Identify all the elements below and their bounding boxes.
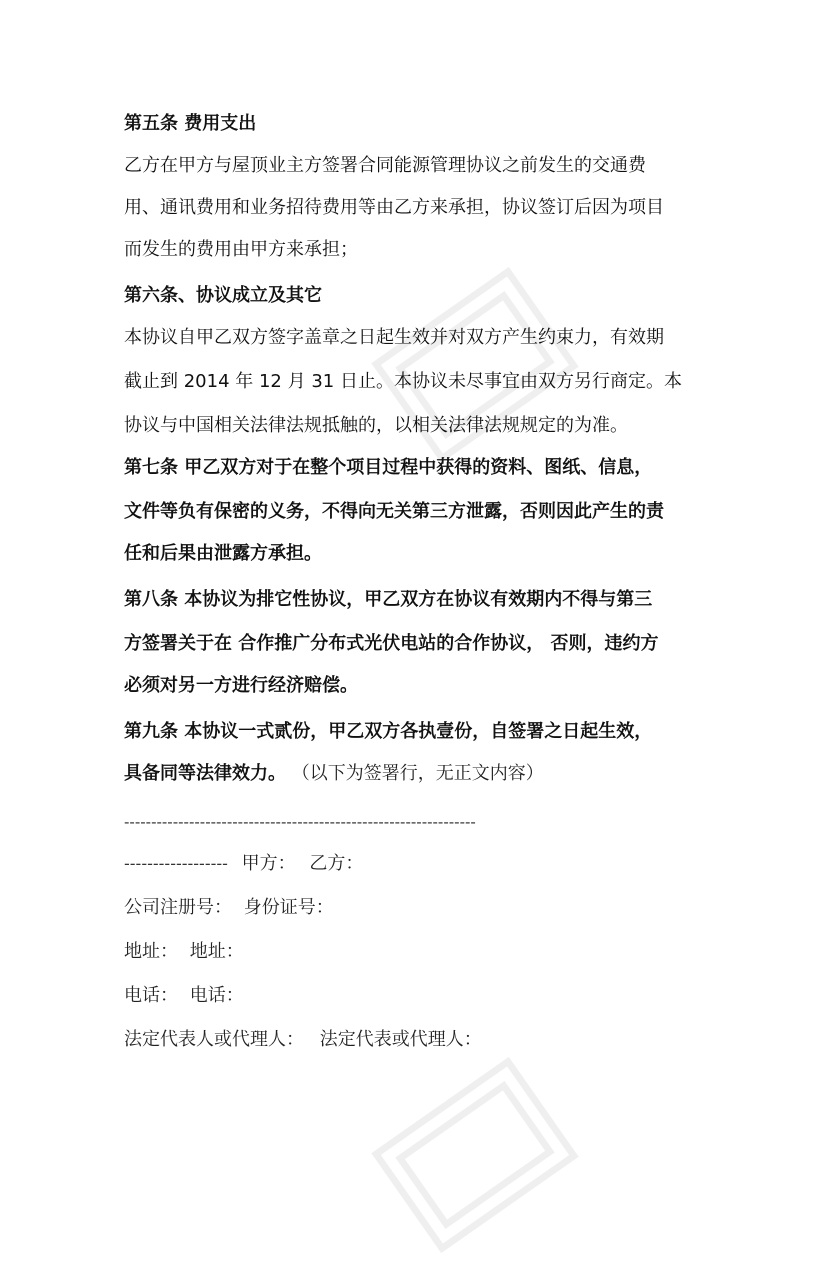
watermark-seal-icon xyxy=(360,1040,590,1270)
paragraph-line: 必须对另一方进行经济赔偿。 xyxy=(124,675,358,696)
signature-field-row xyxy=(124,940,244,964)
phone-label-b: 电话： xyxy=(189,985,244,1006)
dash-separator: ----------------------------------------------------------------- xyxy=(124,813,476,831)
id-number-label: 身份证号： xyxy=(243,897,334,918)
watermark-seal-icon xyxy=(360,250,590,480)
paragraph-line: 方签署关于在 合作推广分布式光伏电站的合作协议， 否则，违约方 xyxy=(124,633,659,654)
address-label-a: 地址： xyxy=(124,941,178,962)
legal-rep-label-a: 法定代表人或代理人： xyxy=(124,1029,304,1050)
legal-rep-label-b: 法定代表或代理人： xyxy=(319,1029,482,1050)
paragraph-line: 而发生的费用由甲方来承担； xyxy=(124,239,358,260)
paragraph-line: 第九条 本协议一式贰份，甲乙双方各执壹份，自签署之日起生效， xyxy=(124,721,653,742)
paragraph-line: 任和后果由泄露方承担。 xyxy=(124,543,322,564)
signature-field-row xyxy=(124,896,334,920)
party-b-label: 乙方： xyxy=(309,853,364,874)
paragraph-line: 文件等负有保密的义务，不得向无关第三方泄露，否则因此产生的责 xyxy=(124,501,664,522)
paragraph-line: 用、通讯费用和业务招待费用等由乙方来承担，协议签订后因为项目 xyxy=(124,197,664,218)
paragraph-line: 本协议自甲乙双方签字盖章之日起生效并对双方产生约束力，有效期 xyxy=(124,327,664,348)
dash-separator: ------------------ xyxy=(124,854,228,873)
paragraph-line: 第八条 本协议为排它性协议，甲乙双方在协议有效期内不得与第三 xyxy=(124,589,653,610)
section-heading: 第六条、协议成立及其它 xyxy=(124,285,322,306)
party-line xyxy=(124,852,363,876)
paragraph-line: 协议与中国相关法律法规抵触的，以相关法律法规规定的为准。 xyxy=(124,415,628,436)
phone-label-a: 电话： xyxy=(124,985,178,1006)
signature-field-row xyxy=(124,1028,482,1052)
paragraph-line: 乙方在甲方与屋顶业主方签署合同能源管理协议之前发生的交通费 xyxy=(124,155,646,176)
company-registration-label: 公司注册号： xyxy=(124,897,232,918)
section-heading: 第五条 费用支出 xyxy=(124,113,257,134)
paragraph-line xyxy=(124,762,544,786)
paragraph-line: 第七条 甲乙双方对于在整个项目过程中获得的资料、图纸、信息， xyxy=(124,457,653,478)
party-a-label: 甲方： xyxy=(241,853,296,874)
signature-note: （以下为签署行，无正文内容） xyxy=(286,763,544,784)
paragraph-line: 截止到 2014 年 12 月 31 日止。本协议未尽事宜由双方另行商定。本 xyxy=(124,371,682,392)
signature-field-row xyxy=(124,984,244,1008)
address-label-b: 地址： xyxy=(189,941,244,962)
paragraph-bold-text: 具备同等法律效力。 xyxy=(124,763,286,784)
